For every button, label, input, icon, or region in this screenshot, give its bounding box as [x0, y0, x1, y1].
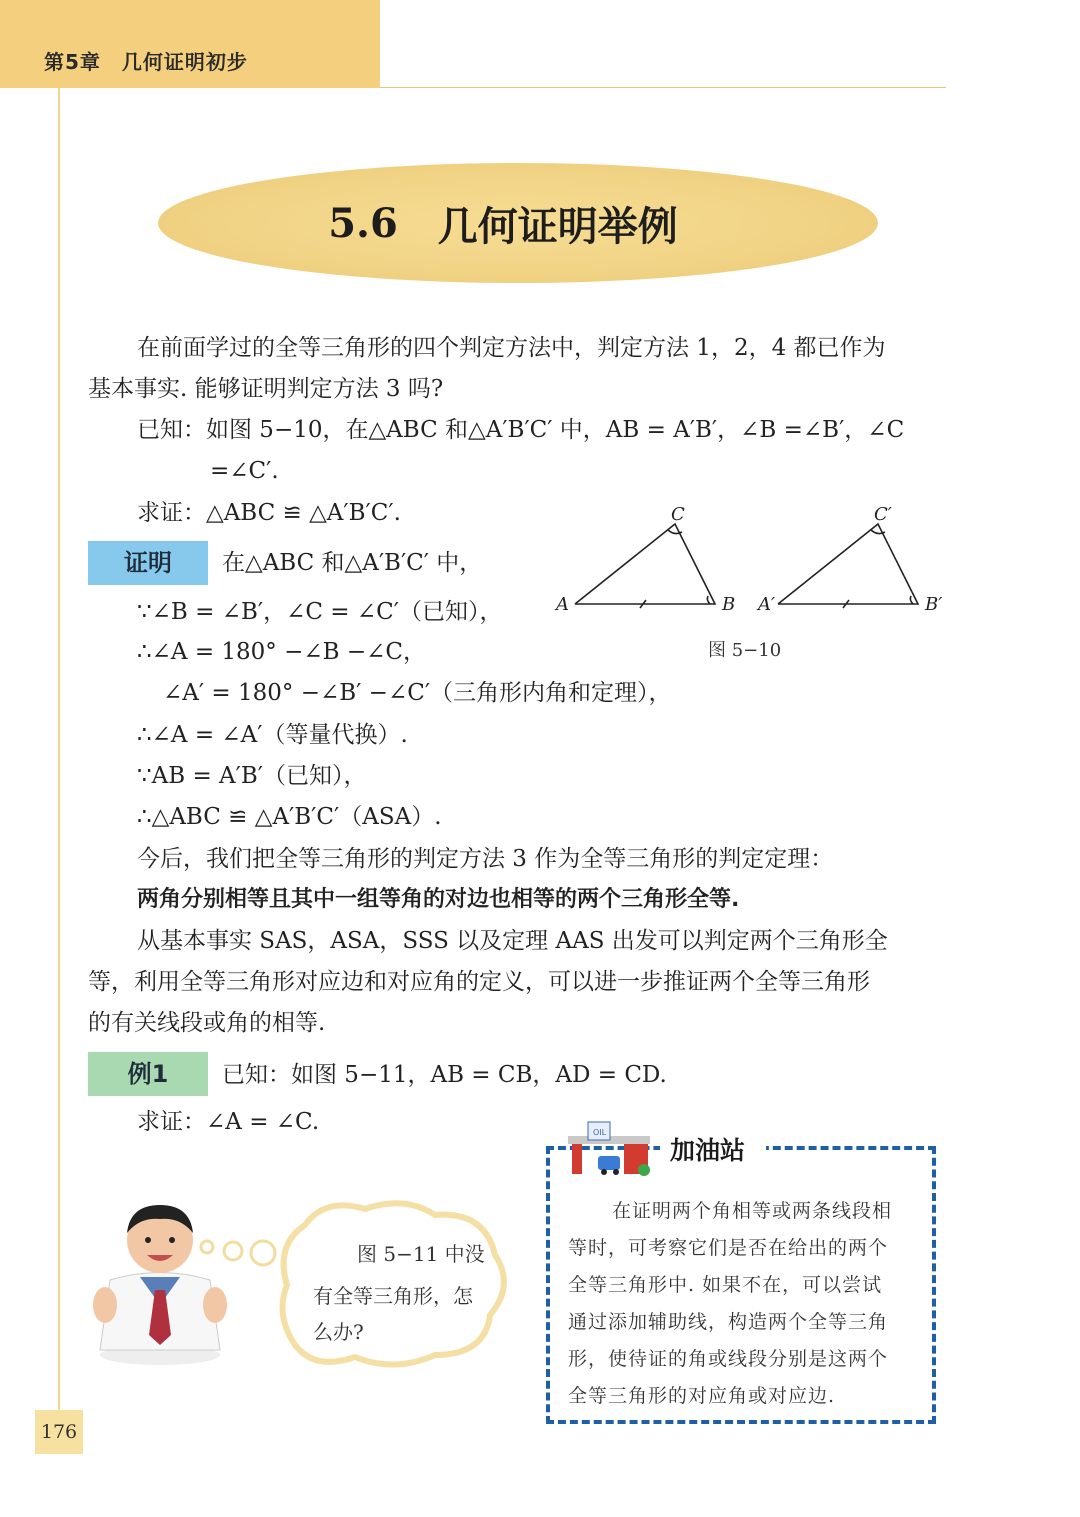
- label-a: A: [556, 594, 569, 615]
- tip-line: 通过添加辅助线，构造两个全等三角: [568, 1311, 889, 1333]
- given-line-2: =∠C′.: [210, 458, 279, 484]
- tip-line: 全等三角形中. 如果不在，可以尝试: [568, 1274, 883, 1296]
- tip-line: 等时，可考察它们是否在给出的两个: [568, 1237, 889, 1259]
- gas-station-icon: [564, 1118, 659, 1180]
- proof-line: ∴△ABC ≌ △A′B′C′（ASA）.: [137, 804, 442, 830]
- theorem-statement: 两角分别相等且其中一组等角的对边也相等的两个三角形全等.: [137, 887, 740, 912]
- proof-line: ∠A′ = 180° −∠B′ −∠C′（三角形内角和定理），: [163, 680, 672, 706]
- thought-line-1: 图 5−11 中没: [357, 1242, 485, 1266]
- figure-5-10: [550, 500, 950, 630]
- theorem-intro: 今后，我们把全等三角形的判定方法 3 作为全等三角形的判定定理：: [137, 846, 834, 872]
- example-prove: 求证：∠A = ∠C.: [137, 1109, 320, 1135]
- section-title: [158, 163, 848, 283]
- figure-caption: 图 5−10: [708, 640, 782, 661]
- angle-mark-c2: [871, 530, 885, 534]
- label-c-prime: C′: [874, 504, 892, 525]
- proof-line: ∴∠A = 180° −∠B −∠C，: [137, 639, 427, 665]
- tip-line: 在证明两个角相等或两条线段相: [612, 1200, 893, 1222]
- prove-line: 求证：△ABC ≌ △A′B′C′.: [137, 500, 401, 526]
- thought-line-3: 么办?: [313, 1320, 364, 1344]
- proof-line: ∵∠B = ∠B′，∠C = ∠C′（已知），: [137, 599, 503, 625]
- paragraph-line-1: 从基本事实 SAS，ASA，SSS 以及定理 AAS 出发可以判定两个三角形全: [137, 928, 888, 954]
- tip-line: 全等三角形的对应角或对应边.: [568, 1385, 836, 1407]
- chapter-title: 第5章 几何证明初步: [44, 50, 248, 74]
- proof-line: ∴∠A = ∠A′（等量代换）.: [137, 722, 408, 748]
- page-number: 176: [35, 1410, 83, 1454]
- angle-mark-c: [668, 530, 682, 534]
- given-line-1: 已知：如图 5−10，在△ABC 和△A′B′C′ 中，AB = A′B′，∠B =∠B′，∠C: [137, 417, 905, 443]
- label-a-prime: A′: [758, 594, 776, 615]
- angle-mark-b2: [910, 596, 913, 604]
- triangle-abc: [575, 524, 715, 604]
- example-tag: 例1: [88, 1052, 208, 1096]
- paragraph-line-2: 等，利用全等三角形对应边和对应角的定义，可以进一步推证两个全等三角形: [88, 969, 870, 995]
- tip-line: 形，使待证的角或线段分别是这两个: [568, 1348, 889, 1370]
- label-c: C: [671, 504, 685, 525]
- angle-mark-b: [707, 596, 710, 604]
- example-given: 已知：如图 5−11，AB = CB，AD = CD.: [222, 1062, 667, 1088]
- proof-tag: 证明: [88, 541, 208, 585]
- margin-rule: [58, 88, 60, 1418]
- section-name: 几何证明举例: [437, 202, 678, 250]
- triangle-a2b2c2: [778, 524, 918, 604]
- proof-line: ∵AB = A′B′（已知），: [137, 763, 367, 789]
- paragraph-line-3: 的有关线段或角的相等.: [88, 1010, 326, 1036]
- intro-line-1: 在前面学过的全等三角形的四个判定方法中，判定方法 1，2，4 都已作为: [137, 335, 886, 361]
- section-number: 5.6: [328, 199, 398, 247]
- label-b-prime: B′: [925, 594, 943, 615]
- thought-line-2: 有全等三角形，怎: [313, 1284, 473, 1308]
- header-rule: [380, 87, 946, 88]
- intro-line-2: 基本事实. 能够证明判定方法 3 吗?: [88, 376, 444, 402]
- oil-sign-text: OIL: [593, 1128, 607, 1137]
- proof-line: 在△ABC 和△A′B′C′ 中，: [222, 550, 483, 576]
- tip-title: 加油站: [670, 1136, 746, 1165]
- label-b: B: [722, 594, 736, 615]
